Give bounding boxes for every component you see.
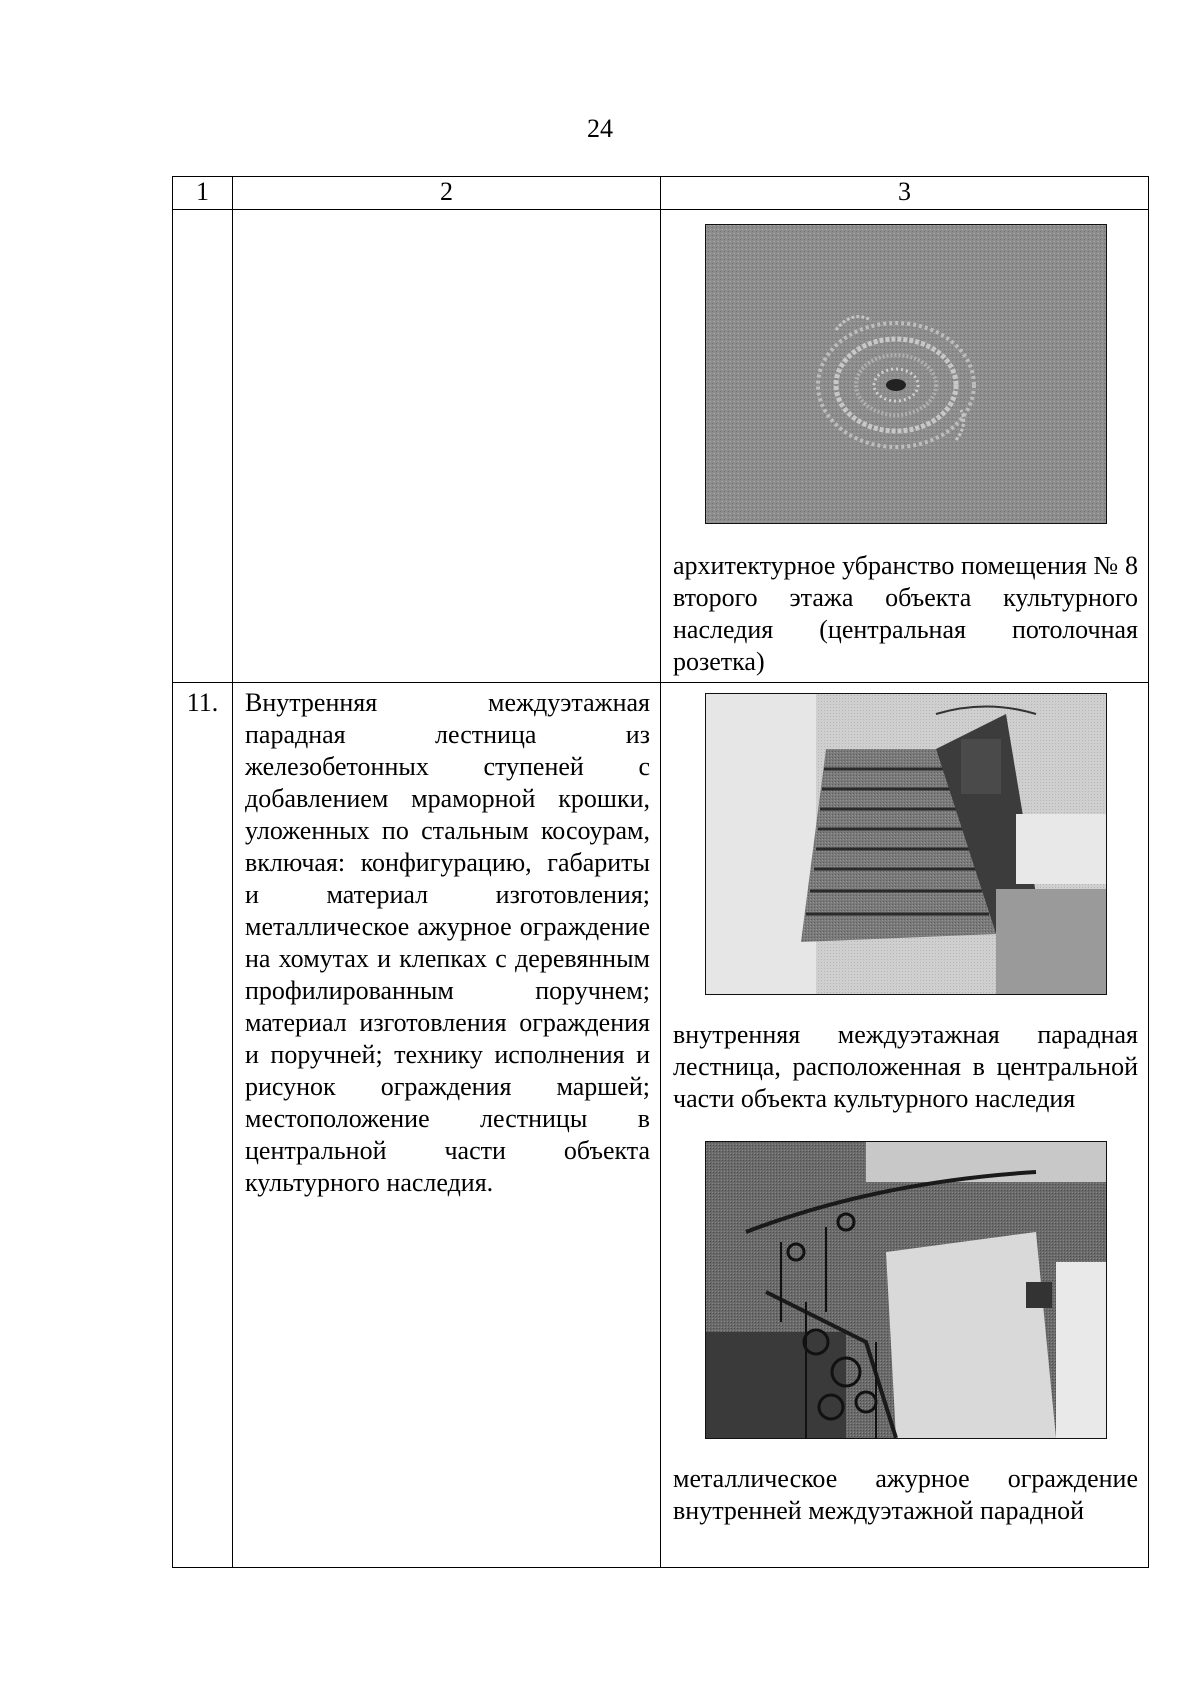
image-caption: металлическое ажурное ограждение внутренней междуэтажной парадной — [673, 1464, 1138, 1525]
row-images — [661, 210, 1149, 683]
table-row — [173, 210, 1149, 683]
row-description — [233, 683, 661, 1568]
header-col-1: 1 — [173, 177, 233, 210]
railing-photo — [705, 1141, 1107, 1439]
row-number — [173, 210, 233, 683]
heritage-elements-table — [172, 176, 1149, 1568]
page-number: 24 — [587, 114, 613, 143]
ceiling-rosette-photo — [705, 224, 1107, 524]
image-caption: внутренняя междуэтажная парадная лестница, расположенная в центральной части объекта культурного наследия — [673, 1020, 1138, 1113]
row-description-text: Внутренняя междуэтажная парадная лестница из железобетонных ступеней с добавлением мраморной крошки, уложенных по стальным косоурам, включая: конфигурацию, габариты и материал изготовления; металлическое ажурное ограждение на хомутах и клепках с деревянным профилированным поручнем; материал изготовления ограждения и поручней; технику исполнения и рисунок ограждения маршей; местоположение лестницы в центральной части объекта культурного наследия. — [245, 688, 650, 1197]
header-col-3: 3 — [661, 177, 1149, 210]
table-row — [173, 683, 1149, 1568]
row-number: 11. — [173, 683, 233, 1568]
row-images — [661, 683, 1149, 1568]
header-col-2: 2 — [233, 177, 661, 210]
row-description — [233, 210, 661, 683]
table-header-row — [173, 177, 1149, 210]
image-caption: архитектурное убранство помещения № 8 второго этажа объекта культурного наследия (центральная потолочная розетка) — [673, 551, 1138, 676]
staircase-photo — [705, 693, 1107, 995]
